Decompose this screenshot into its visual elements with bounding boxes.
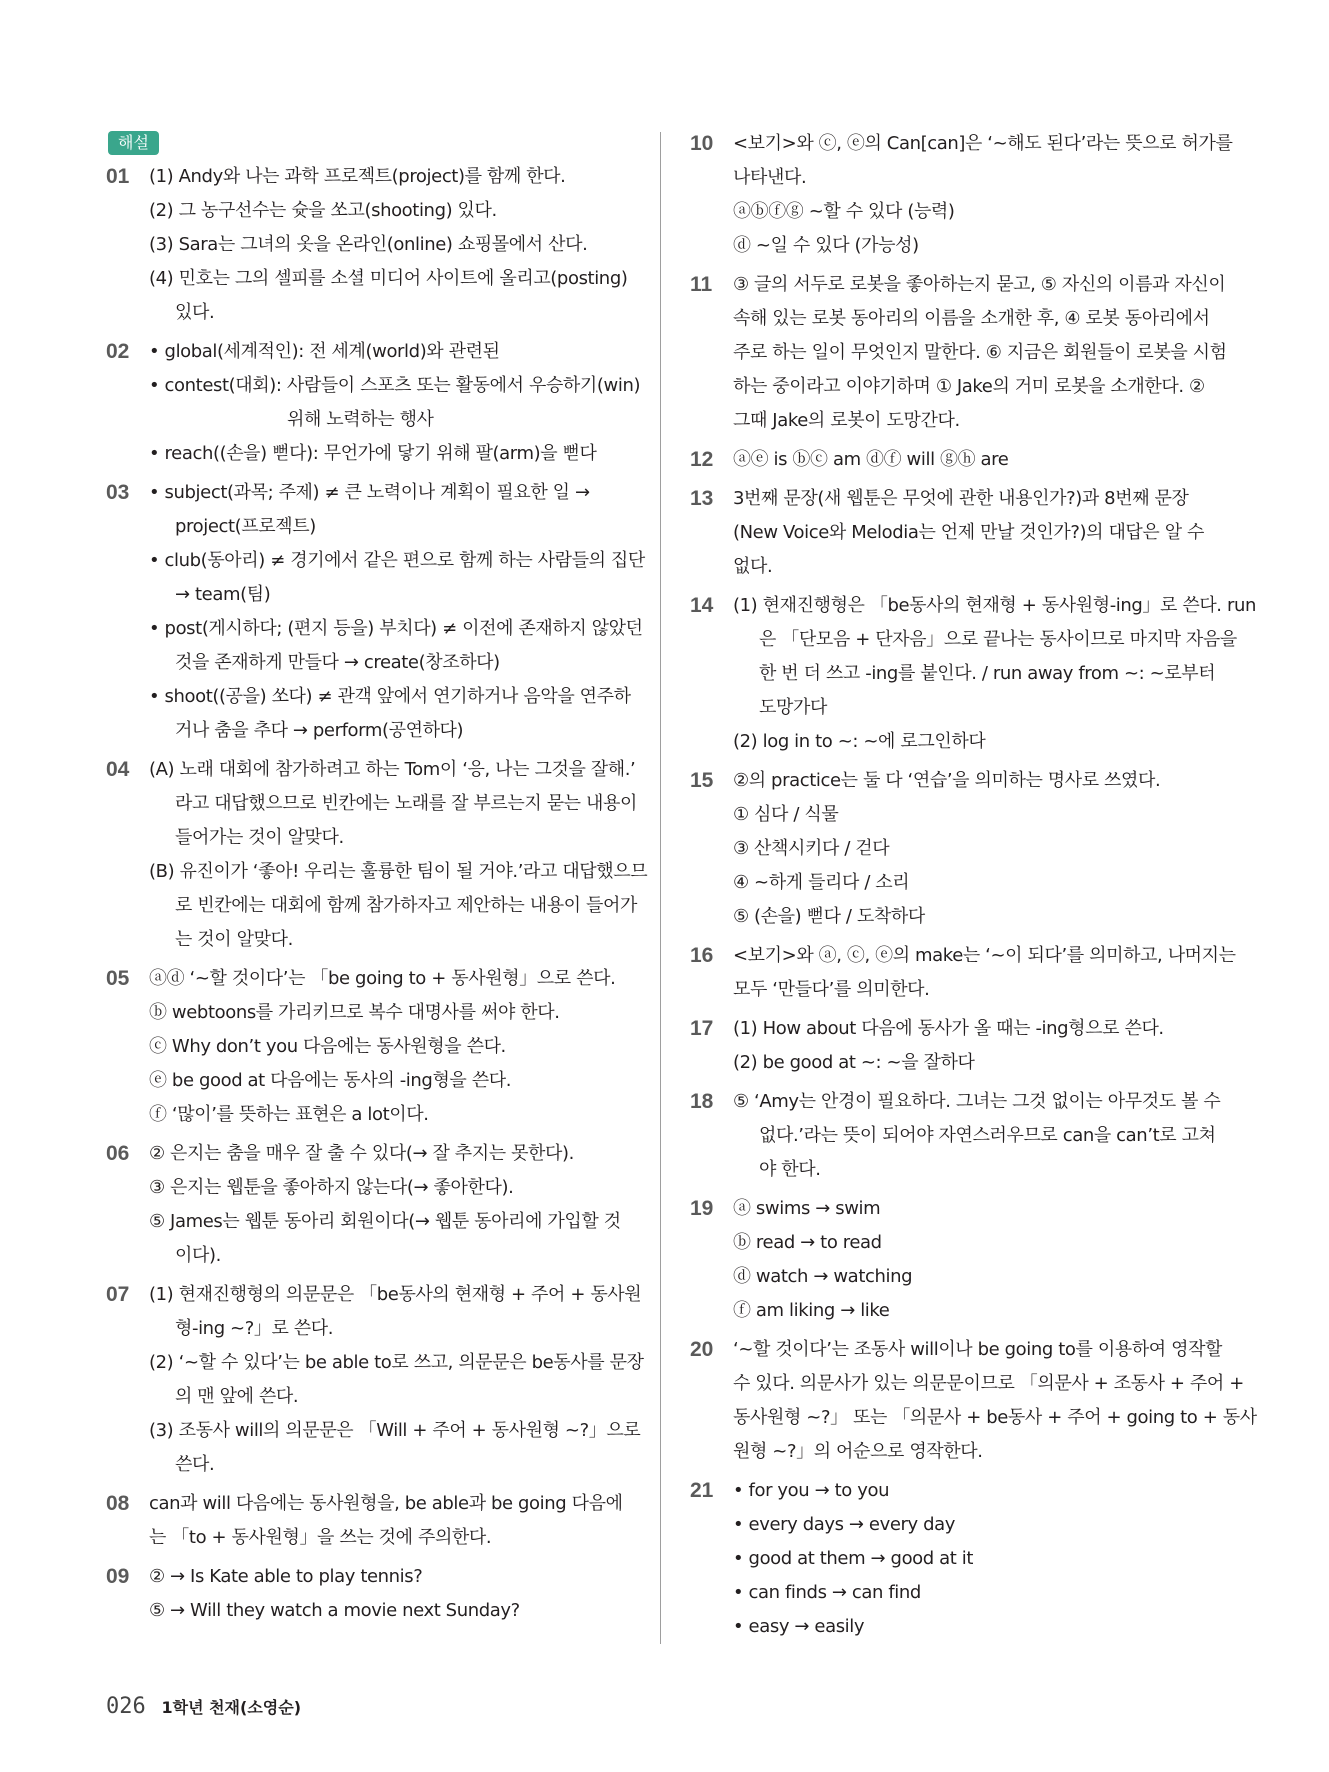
answer-line: 수 있다. 의문사가 있는 의문문이므로 「의문사 + 조동사 + 주어 + bbox=[733, 1373, 1244, 1394]
answer-line: can과 will 다음에는 동사원형을, be able과 be going 다음에 bbox=[149, 1493, 623, 1514]
book-title: 1학년 천재(소영순) bbox=[161, 1698, 302, 1717]
answer-line: 는 「to + 동사원형」을 쓰는 것에 주의한다. bbox=[149, 1527, 492, 1548]
answer-line: • post(게시하다; (편지 등을) 부치다) ≠ 이전에 존재하지 않았던 bbox=[149, 618, 643, 639]
answer-number: 20 bbox=[690, 1338, 714, 1361]
answer-number: 02 bbox=[106, 340, 130, 363]
answer-item bbox=[690, 1012, 1215, 1080]
answer-line: • every days → every day bbox=[733, 1514, 956, 1535]
answer-line: ③ 글의 서두로 로봇을 좋아하는지 묻고, ⑤ 자신의 이름과 자신이 bbox=[733, 274, 1226, 295]
answer-number: 01 bbox=[106, 165, 130, 188]
answer-line: 도망가다 bbox=[759, 697, 827, 718]
answer-line: 위해 노력하는 행사 bbox=[287, 409, 434, 430]
answer-item bbox=[690, 482, 1215, 584]
answer-number: 14 bbox=[690, 594, 714, 617]
answer-line: ③ 은지는 웹툰을 좋아하지 않는다(→ 좋아한다). bbox=[149, 1177, 514, 1198]
answer-number: 18 bbox=[690, 1090, 714, 1113]
answer-item bbox=[690, 127, 1233, 263]
answer-line: ⓐⓓ ‘~할 것이다’는 「be going to + 동사원형」으로 쓴다. bbox=[149, 968, 616, 989]
answer-line: 있다. bbox=[175, 302, 215, 323]
answer-line: (A) 노래 대회에 참가하려고 하는 Tom이 ‘응, 나는 그것을 잘해.’ bbox=[149, 759, 636, 780]
answer-item bbox=[690, 443, 1215, 477]
answer-line: ② 은지는 춤을 매우 잘 출 수 있다(→ 잘 추지는 못한다). bbox=[149, 1143, 574, 1164]
answer-line: (1) How about 다음에 동사가 올 때는 -ing형으로 쓴다. bbox=[733, 1018, 1164, 1039]
answer-line: 한 번 더 쓰고 -ing를 붙인다. / run away from ~: ~로부터 bbox=[759, 663, 1216, 684]
answer-number: 10 bbox=[690, 132, 714, 155]
answer-line: 은 「단모음 + 단자음」으로 끝나는 동사이므로 마지막 자음을 bbox=[759, 629, 1237, 650]
answer-number: 08 bbox=[106, 1492, 130, 1515]
answer-item bbox=[690, 1333, 1257, 1469]
answer-line: 형-ing ~?」로 쓴다. bbox=[175, 1318, 334, 1339]
answer-line: • club(동아리) ≠ 경기에서 같은 편으로 함께 하는 사람들의 집단 bbox=[149, 550, 645, 571]
answer-line: ⑤ James는 웹툰 동아리 회원이다(→ 웹툰 동아리에 가입할 것 bbox=[149, 1211, 621, 1232]
answer-line: 동사원형 ~?」 또는 「의문사 + be동사 + 주어 + going to + 동사 bbox=[733, 1407, 1257, 1428]
answer-item bbox=[106, 160, 636, 330]
answer-line: ⓐⓔ is ⓑⓒ am ⓓⓕ will ⓖⓗ are bbox=[733, 449, 1009, 470]
answer-line: ⓓ ~일 수 있다 (가능성) bbox=[733, 235, 919, 256]
answer-number: 19 bbox=[690, 1197, 714, 1220]
answer-number: 07 bbox=[106, 1283, 130, 1306]
answer-item bbox=[690, 764, 1215, 934]
answer-line: ‘~할 것이다’는 조동사 will이나 be going to를 이용하여 영작할 bbox=[733, 1339, 1223, 1360]
answer-line: • for you → to you bbox=[733, 1480, 890, 1501]
answer-line: 없다.’라는 뜻이 되어야 자연스러우므로 can을 can’t로 고쳐 bbox=[759, 1125, 1216, 1146]
answer-line: ②의 practice는 둘 다 ‘연습’을 의미하는 명사로 쓰였다. bbox=[733, 770, 1161, 791]
answer-number: 11 bbox=[690, 273, 713, 296]
answer-line: (B) 유진이가 ‘좋아! 우리는 훌륭한 팀이 될 거야.’라고 대답했으므 bbox=[149, 861, 648, 882]
answer-line: 로 빈칸에는 대회에 함께 참가하자고 제안하는 내용이 들어가 bbox=[175, 895, 637, 916]
answer-line: 는 것이 알맞다. bbox=[175, 929, 293, 950]
answer-item bbox=[106, 753, 648, 957]
answer-line: <보기>와 ⓐ, ⓒ, ⓔ의 make는 ‘~이 되다’를 의미하고, 나머지는 bbox=[733, 945, 1236, 966]
answer-line: ⓕ ‘많이’를 뜻하는 표현은 a lot이다. bbox=[149, 1104, 429, 1125]
answer-line: • easy → easily bbox=[733, 1616, 865, 1637]
answer-line: ② → Is Kate able to play tennis? bbox=[149, 1566, 423, 1587]
answer-line: ⓐⓑⓕⓖ ~할 수 있다 (능력) bbox=[733, 201, 955, 222]
answer-number: 04 bbox=[106, 758, 130, 781]
answer-line: ① 심다 / 식물 bbox=[733, 804, 839, 825]
answer-number: 13 bbox=[690, 487, 714, 510]
answer-line: • shoot((공을) 쏘다) ≠ 관객 앞에서 연기하거나 음악을 연주하 bbox=[149, 686, 631, 707]
explanation-badge: 해설 bbox=[108, 131, 159, 155]
answer-line: • can finds → can find bbox=[733, 1582, 921, 1603]
answer-line: 이다). bbox=[175, 1245, 221, 1266]
answer-line: 야 한다. bbox=[759, 1159, 821, 1180]
answer-line: ⑤ ‘Amy는 안경이 필요하다. 그녀는 그것 없이는 아무것도 볼 수 bbox=[733, 1091, 1221, 1112]
answer-line: ⓔ be good at 다음에는 동사의 -ing형을 쓴다. bbox=[149, 1070, 512, 1091]
answer-line: → team(팀) bbox=[175, 584, 271, 605]
answer-line: 모두 ‘만들다’를 의미한다. bbox=[733, 979, 930, 1000]
answer-line: (3) Sara는 그녀의 옷을 온라인(online) 쇼핑몰에서 산다. bbox=[149, 234, 588, 255]
answer-line: ④ ~하게 들리다 / 소리 bbox=[733, 872, 910, 893]
right-column bbox=[690, 127, 1257, 1649]
answer-number: 09 bbox=[106, 1565, 130, 1588]
answer-item bbox=[690, 589, 1256, 759]
answer-number: 17 bbox=[690, 1017, 714, 1040]
answer-line: 주로 하는 일이 무엇인지 말한다. ⑥ 지금은 회원들이 로봇을 시험 bbox=[733, 342, 1227, 363]
answer-line: (2) be good at ~: ~을 잘하다 bbox=[733, 1052, 975, 1073]
answer-line: (New Voice와 Melodia는 언제 만날 것인가?)의 대답은 알 수 bbox=[733, 522, 1205, 543]
answer-line: (4) 민호는 그의 셀피를 소셜 미디어 사이트에 올리고(posting) bbox=[149, 268, 628, 289]
column-divider bbox=[660, 132, 661, 1644]
answer-item bbox=[690, 1474, 1215, 1644]
answer-line: (2) log in to ~: ~에 로그인하다 bbox=[733, 731, 986, 752]
answer-line: • reach((손을) 뻗다): 무언가에 닿기 위해 팔(arm)을 뻗다 bbox=[149, 443, 597, 464]
answer-item bbox=[106, 476, 645, 748]
answer-line: • good at them → good at it bbox=[733, 1548, 974, 1569]
answer-line: 3번째 문장(새 웹툰은 무엇에 관한 내용인가?)과 8번째 문장 bbox=[733, 488, 1189, 509]
answer-item bbox=[690, 1192, 1215, 1328]
answer-item bbox=[690, 1085, 1221, 1187]
answer-line: • subject(과목; 주제) ≠ 큰 노력이나 계획이 필요한 일 → bbox=[149, 482, 590, 503]
answer-line: ⓑ read → to read bbox=[733, 1232, 882, 1253]
answer-line: ③ 산책시키다 / 걷다 bbox=[733, 838, 890, 859]
page-footer bbox=[106, 1694, 301, 1719]
answer-number: 12 bbox=[690, 448, 714, 471]
answer-number: 16 bbox=[690, 944, 714, 967]
answer-item bbox=[106, 1278, 644, 1482]
answer-line: 것을 존재하게 만들다 → create(창조하다) bbox=[175, 652, 500, 673]
page-number: 026 bbox=[106, 1694, 146, 1719]
answer-line: (2) 그 농구선수는 슛을 쏘고(shooting) 있다. bbox=[149, 200, 497, 221]
answer-line: 거나 춤을 추다 → perform(공연하다) bbox=[175, 720, 464, 741]
answer-line: ⓓ watch → watching bbox=[733, 1266, 913, 1287]
answer-line: ⑤ (손을) 뻗다 / 도착하다 bbox=[733, 906, 925, 927]
answer-number: 03 bbox=[106, 481, 130, 504]
answer-line: ⓑ webtoons를 가리키므로 복수 대명사를 써야 한다. bbox=[149, 1002, 560, 1023]
answer-line: (3) 조동사 will의 의문문은 「Will + 주어 + 동사원형 ~?」으로 bbox=[149, 1420, 641, 1441]
answer-line: 그때 Jake의 로봇이 도망간다. bbox=[733, 410, 960, 431]
answer-line: project(프로젝트) bbox=[175, 516, 316, 537]
answer-item bbox=[106, 1137, 636, 1273]
answer-number: 06 bbox=[106, 1142, 130, 1165]
answer-item bbox=[106, 962, 636, 1132]
answer-line: ⑤ → Will they watch a movie next Sunday? bbox=[149, 1600, 520, 1621]
answer-line: ⓕ am liking → like bbox=[733, 1300, 890, 1321]
answer-line: <보기>와 ⓒ, ⓔ의 Can[can]은 ‘~해도 된다’라는 뜻으로 허가를 bbox=[733, 133, 1233, 154]
answer-line: (2) ‘~할 수 있다’는 be able to로 쓰고, 의문문은 be동사를 문장 bbox=[149, 1352, 644, 1373]
answer-item bbox=[690, 939, 1236, 1007]
answer-line: 나타낸다. bbox=[733, 167, 807, 188]
left-column bbox=[106, 160, 648, 1633]
answer-line: (1) 현재진행형의 의문문은 「be동사의 현재형 + 주어 + 동사원 bbox=[149, 1284, 642, 1305]
answer-line: 라고 대답했으므로 빈칸에는 노래를 잘 부르는지 묻는 내용이 bbox=[175, 793, 637, 814]
answer-item bbox=[106, 1560, 636, 1628]
answer-number: 21 bbox=[690, 1479, 714, 1502]
answer-line: 들어가는 것이 알맞다. bbox=[175, 827, 344, 848]
answer-line: • contest(대회): 사람들이 스포츠 또는 활동에서 우승하기(win) bbox=[149, 375, 641, 396]
answer-line: 속해 있는 로봇 동아리의 이름을 소개한 후, ④ 로봇 동아리에서 bbox=[733, 308, 1210, 329]
answer-line: • global(세계적인): 전 세계(world)와 관련된 bbox=[149, 341, 500, 362]
answer-line: 의 맨 앞에 쓴다. bbox=[175, 1386, 299, 1407]
answer-line: 쓴다. bbox=[175, 1454, 215, 1475]
answer-line: 없다. bbox=[733, 556, 773, 577]
answer-item bbox=[106, 1487, 636, 1555]
answer-number: 15 bbox=[690, 769, 714, 792]
answer-line: 원형 ~?」의 어순으로 영작한다. bbox=[733, 1441, 983, 1462]
answer-line: ⓒ Why don’t you 다음에는 동사원형을 쓴다. bbox=[149, 1036, 506, 1057]
answer-line: (1) 현재진행형은 「be동사의 현재형 + 동사원형-ing」로 쓴다. run bbox=[733, 595, 1256, 616]
answer-item bbox=[106, 335, 641, 471]
answer-item bbox=[690, 268, 1227, 438]
answer-line: (1) Andy와 나는 과학 프로젝트(project)를 함께 한다. bbox=[149, 166, 566, 187]
answer-line: 하는 중이라고 이야기하며 ① Jake의 거미 로봇을 소개한다. ② bbox=[733, 376, 1205, 397]
answer-number: 05 bbox=[106, 967, 130, 990]
answer-line: ⓐ swims → swim bbox=[733, 1198, 881, 1219]
